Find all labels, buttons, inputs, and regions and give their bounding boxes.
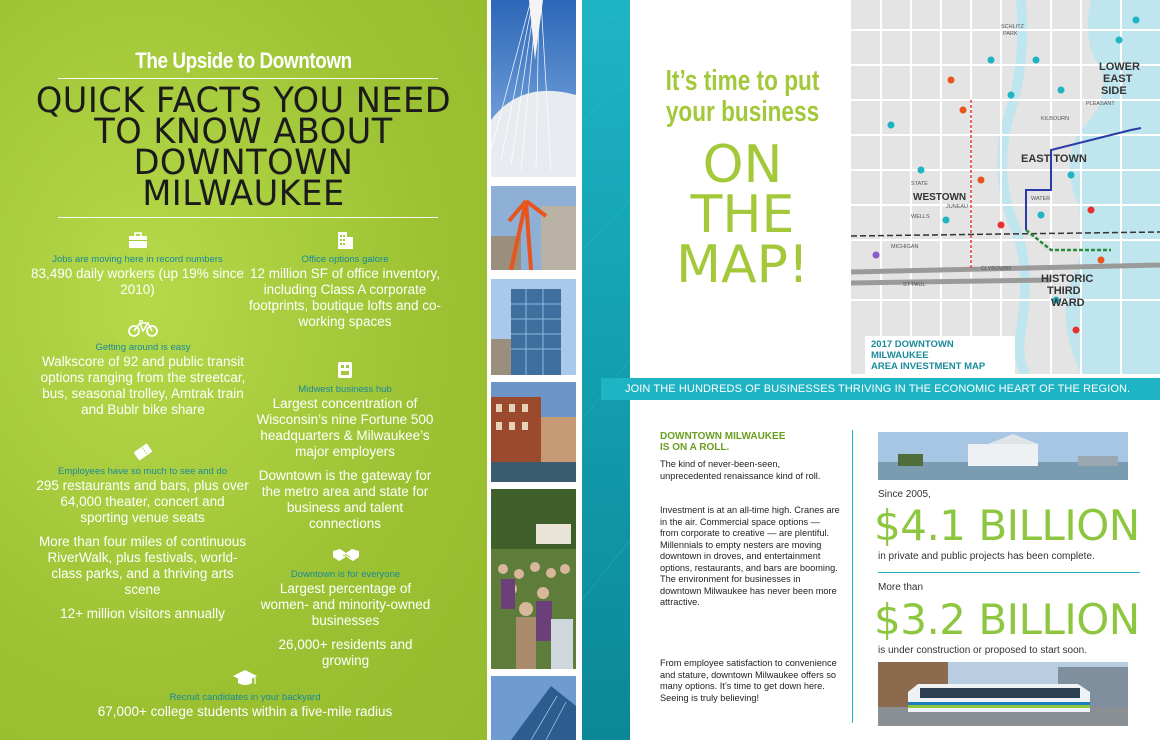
stat-label: Since 2005, (878, 489, 931, 500)
fact-text: 295 restaurants and bars, plus over 64,000 theater, concert and sporting venue seats (36, 478, 249, 525)
section-heading (660, 431, 840, 453)
fact-talent (60, 668, 430, 720)
office-tower-photo (491, 279, 576, 375)
quick-facts-panel (0, 0, 487, 740)
sculpture-photo (491, 186, 576, 270)
fact-jobs (30, 230, 245, 298)
body-paragraph: The kind of never-been-seen, unprecedented renaissance kind of roll. (660, 459, 821, 481)
stat-value: $4.1 BILLION (874, 501, 1140, 550)
fact-category: Office options galore (301, 254, 389, 265)
headline-word: MAP! (676, 235, 809, 295)
fact-text: 26,000+ residents and growing (278, 637, 413, 668)
waterfront-photo (878, 432, 1128, 480)
divider (58, 78, 438, 79)
cta-banner: JOIN THE HUNDREDS OF BUSINESSES THRIVING IN THE ECONOMIC HEART OF THE REGION. (601, 378, 1160, 400)
map-caption-line: AREA INVESTMENT MAP (871, 361, 986, 372)
fact-text: Largest percentage of women- and minority-owned businesses (260, 581, 431, 628)
headline-line: your business (665, 96, 820, 128)
map-label: SIDE (1101, 85, 1127, 97)
fact-text: More than four miles of continuous RiverWalk, plus festivals, world-class parks, and a thriving arts scene (38, 534, 247, 597)
riverwalk-photo (491, 382, 576, 482)
fact-business-hub (252, 360, 438, 532)
building-icon (334, 230, 356, 250)
map-label: WARD (1051, 297, 1085, 309)
heading-line: IS ON A ROLL. (660, 442, 730, 453)
map-caption-line: 2017 DOWNTOWN MILWAUKEE (871, 339, 954, 361)
graduation-cap-icon (232, 668, 258, 688)
fact-text: 83,490 daily workers (up 19% since 2010) (30, 266, 245, 297)
fact-transit (38, 318, 248, 418)
map-label: JUNEAU (946, 204, 969, 210)
heading-line: DOWNTOWN MILWAUKEE (660, 431, 786, 442)
map-label: KILBOURN (1041, 116, 1070, 122)
ticket-icon (132, 442, 154, 462)
map-label: THIRD (1047, 285, 1081, 297)
fact-text: Downtown is the gateway for the metro area and state for business and talent connections (258, 468, 432, 531)
map-label: WELLS (911, 214, 930, 220)
stat-value: $3.2 BILLION (874, 595, 1140, 644)
fact-text: 12 million SF of office inventory, including Class A corporate footprints, boutique lofts and co-working spaces (248, 266, 442, 329)
fact-category: Jobs are moving here in record numbers (52, 254, 223, 265)
investment-map (851, 0, 1160, 374)
map-label: EAST (1103, 73, 1133, 85)
fact-text: 12+ million visitors annually (60, 606, 225, 621)
map-label: STATE (911, 181, 928, 187)
map-label: SCHLITZ (1001, 24, 1024, 30)
section-kicker: The Upside to Downtown (135, 48, 352, 73)
handshake-icon (331, 545, 361, 565)
hq-icon (334, 360, 356, 380)
page-headline: QUICK FACTS YOU NEED TO KNOW ABOUT DOWNTOWN MILWAUKEE (35, 81, 452, 214)
stat-note: in private and public projects has been complete. (878, 551, 1095, 562)
fact-category: Employees have so much to see and do (58, 466, 227, 477)
column-divider (852, 430, 853, 723)
fact-diversity (258, 545, 433, 669)
map-label: LOWER (1099, 61, 1140, 73)
bicycle-icon (127, 318, 159, 338)
map-label: ST PAUL (903, 282, 926, 288)
put-business-headline (663, 66, 823, 128)
map-label: PLEASANT (1086, 101, 1115, 107)
fact-category: Downtown is for everyone (290, 569, 401, 580)
accent-stripe (582, 0, 630, 740)
fact-text: Largest concentration of Wisconsin’s nine Fortune 500 headquarters & Milwaukee’s major employers (256, 396, 434, 459)
fact-category: Midwest business hub (298, 384, 392, 395)
map-label: WESTOWN (913, 192, 967, 203)
map-label: CLYBOURN (981, 266, 1012, 272)
map-caption (865, 336, 1015, 374)
fact-entertainment (35, 442, 250, 622)
on-the-map-headline (640, 135, 845, 295)
stripe-pattern (582, 0, 630, 740)
map-label: PARK (1003, 31, 1018, 37)
divider (58, 217, 438, 218)
photo-strip (487, 0, 580, 740)
stat-note: is under construction or proposed to start soon. (878, 645, 1088, 656)
glass-building-photo (491, 676, 576, 740)
body-paragraph: From employee satisfaction to convenience and stature, downtown Milwaukee offers so many options. It’s time to get down here. Seeing is truly believing! (660, 658, 837, 703)
map-label: HISTORIC (1041, 273, 1094, 285)
fact-office (245, 230, 445, 330)
stat-divider (878, 572, 1140, 573)
headline-line: It’s time to put (665, 65, 820, 97)
headline-word: ON (702, 135, 783, 195)
festival-crowd-photo (491, 489, 576, 669)
streetcar-photo (878, 662, 1128, 726)
calatrava-photo (491, 0, 576, 177)
fact-text: Walkscore of 92 and public transit options ranging from the streetcar, bus, seasonal trolley, Amtrak train and Bublr bike share (40, 354, 246, 417)
fact-category: Getting around is easy (95, 342, 191, 353)
stat-label: More than (878, 582, 924, 593)
fact-category: Recruit candidates in your backyard (169, 692, 321, 703)
body-paragraph: Investment is at an all-time high. Cranes are in the air. Commercial space options — from corporate to creative — are plentiful. Millennials to empty nesters are moving downtown in droves, and entertainment options, restaurants, and bars are booming. The environment for businesses in downtown Milwaukee has never been more attractive. (660, 505, 840, 607)
map-graphic (851, 0, 1160, 374)
map-label: WATER (1031, 196, 1051, 202)
map-label: MICHIGAN (891, 244, 919, 250)
headline-word: THE (690, 185, 795, 245)
fact-text: 67,000+ college students within a five-mile radius (97, 704, 393, 719)
briefcase-icon (127, 230, 149, 250)
map-label: EAST TOWN (1021, 153, 1087, 165)
